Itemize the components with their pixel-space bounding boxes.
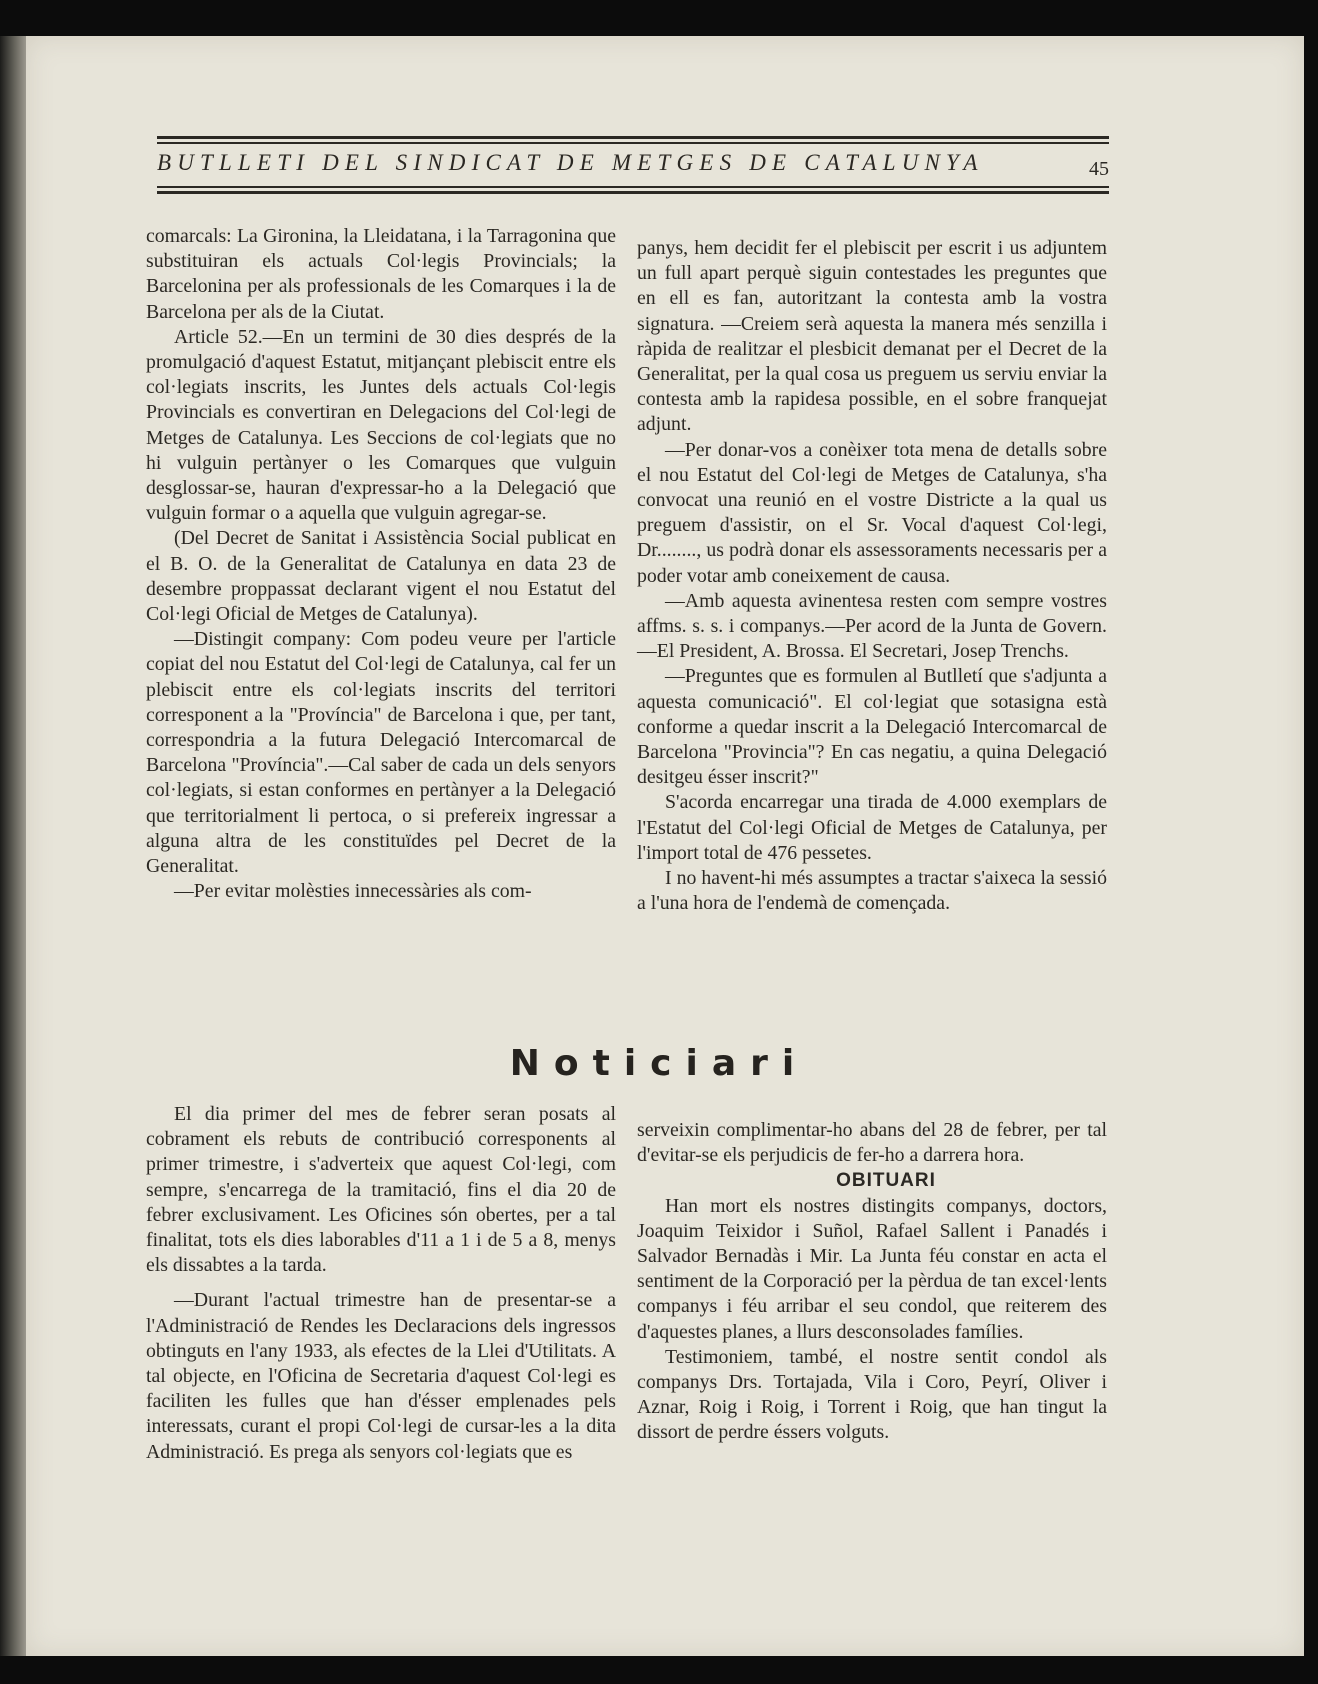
paragraph: El dia primer del mes de febrer seran posats al cobrament els rebuts de contribució corresponents al primer trimestre, i s'adverteix que aquest Col·legi, com sempre, s'encarrega de la tramitació, fins el dia 20 de febrer exclusivament. Les Oficines són obertes, per a tal finalitat, tots els dies laborables d'11 a 1 i de 5 a 8, menys els dissabtes a la tarda. <box>146 1103 616 1277</box>
paragraph: (Del Decret de Sanitat i Assistència Social publicat en el B. O. de la Generalitat de Catalunya en data 23 de desembre proppassat declarant vigent el nou Estatut del Col·legi Oficial de Metges de Catalunya). <box>146 527 616 626</box>
paragraph: —Per evitar molèsties innecessàries als com- <box>174 880 532 903</box>
noticiari-left-column <box>146 1102 616 1465</box>
paragraph: I no havent-hi més assumptes a tractar s'aixeca la sessió a l'una hora de l'endemà de començada. <box>637 867 1107 915</box>
paragraph: Han mort els nostres distingits companys, doctors, Joaquim Teixidor i Suñol, Rafael Sallent i Panadés i Salvador Bernadàs i Mir. La Junta féu constar en acta el sentiment de la Corporació per la pèrdua de tan excel·lents companys i féu arribar el seu condol, que reiterem des d'aquestes planes, a llurs desconsolades famílies. <box>637 1194 1107 1343</box>
running-title: BUTLLETI DEL SINDICAT DE METGES DE CATALUNYA <box>157 150 984 175</box>
page-number: 45 <box>1089 158 1109 180</box>
paragraph: serveixin complimentar-ho abans del 28 de febrer, per tal d'evitar-se els perjudicis de fer-ho a darrera hora. <box>637 1119 1107 1167</box>
header-rule <box>157 186 1109 188</box>
paragraph: —Durant l'actual trimestre han de presentar-se a l'Administració de Rendes les Declaracions dels ingressos obtinguts en l'any 1933, als efectes de la Llei d'Utilitats. A tal objecte, en l'Oficina de Secretaria d'aquest Col·legi es faciliten les fulles que han d'ésser emplenades pels interessats, curant el propi Col·legi de cursar-les a la dita Administració. Es prega als senyors col·legiats que es <box>146 1289 616 1463</box>
paragraph: —Distingit company: Com podeu veure per l'article copiat del nou Estatut del Col·legi de Catalunya, cal fer un plebiscit entre els col·legiats inscrits del territori corresponent a la "Província" de Barcelona i que, per tant, correspondria a la futura Delegació Intercomarcal de Barcelona "Província".—Cal saber de cada un dels senyors col·legiats, si estan conformes en pertànyer a la Delegació que territorialment li pertoca, o si prefereix ingressar a alguna altra de les constituïdes pel Decret de la Generalitat. <box>146 628 616 878</box>
noticiari-right-column <box>637 1118 1107 1446</box>
obituari-heading: OBITUARI <box>836 1170 936 1192</box>
section-title-noticiari: Noticiari <box>509 1043 809 1084</box>
header-rule <box>157 142 1109 144</box>
top-right-column <box>637 236 1107 916</box>
paragraph: Testimoniem, també, el nostre sentit condol als companys Drs. Tortajada, Vila i Coro, Peyrí, Oliver i Aznar, Roig i Roig, i Torrent i Roig, que han tingut la dissort de perdre éssers volguts. <box>637 1345 1107 1444</box>
top-left-column <box>146 224 616 904</box>
paragraph: panys, hem decidit fer el plebiscit per escrit i us adjuntem un full apart perquè siguin contestades les preguntes que en ell es fan, autoritzant la contesta amb la vostra signatura. —Creiem serà aquesta la manera més senzilla i ràpida de realitzar el plesbicit demanat per el Decret de la Generalitat, per la qual cosa us preguem us serviu enviar la contesta amb la rapidesa possible, en el sobre franquejat adjunt. <box>637 237 1107 436</box>
header-rule <box>157 136 1109 139</box>
paragraph: —Preguntes que es formulen al Butlletí que s'adjunta a aquesta comunicació". El col·legiat que sotasigna està conforme a quedar inscrit a la Delegació Intercomarcal de Barcelona "Provincia"? En cas negatiu, a quina Delegació desitgeu ésser inscrit?" <box>637 665 1107 789</box>
paragraph: comarcals: La Gironina, la Lleidatana, i la Tarragonina que substituiran els actuals Col·legis Provincials; la Barcelonina per als professionals de les Comarques i la de Barcelona per als de la Ciutat. <box>146 225 616 323</box>
paragraph: —Per donar-vos a conèixer tota mena de detalls sobre el nou Estatut del Col·legi de Metges de Catalunya, s'ha convocat una reunió en el vostre Districte a la qual us preguem d'assistir, on el Sr. Vocal d'aquest Col·legi, Dr........, us podrà donar els assessoraments necessaris per a poder votar amb coneixement de causa. <box>637 438 1107 587</box>
paragraph: Article 52.—En un termini de 30 dies després de la promulgació d'aquest Estatut, mitjançant plebiscit entre els col·legiats inscrits, les Juntes dels actuals Col·legis Provincials es convertiran en Delegacions del Col·legi de Metges de Catalunya. Les Seccions de col·legiats que no hi vulguin pertànyer o les Comarques que vulguin desglossar-se, hauran d'expressar-ho a la Delegació que vulguin formar o a aquella que vulguin agregar-se. <box>146 325 616 525</box>
running-header <box>157 136 1109 194</box>
book-spine-edge <box>0 36 26 1656</box>
paragraph: —Amb aquesta avinentesa resten com sempre vostres affms. s. s. i companys.—Per acord de la Junta de Govern.—El President, A. Brossa. El Secretari, Josep Trenchs. <box>637 589 1107 663</box>
header-rule <box>157 191 1109 194</box>
paragraph: S'acorda encarregar una tirada de 4.000 exemplars de l'Estatut del Col·legi Oficial de Metges de Catalunya, per l'import total de 476 pessetes. <box>637 791 1107 864</box>
